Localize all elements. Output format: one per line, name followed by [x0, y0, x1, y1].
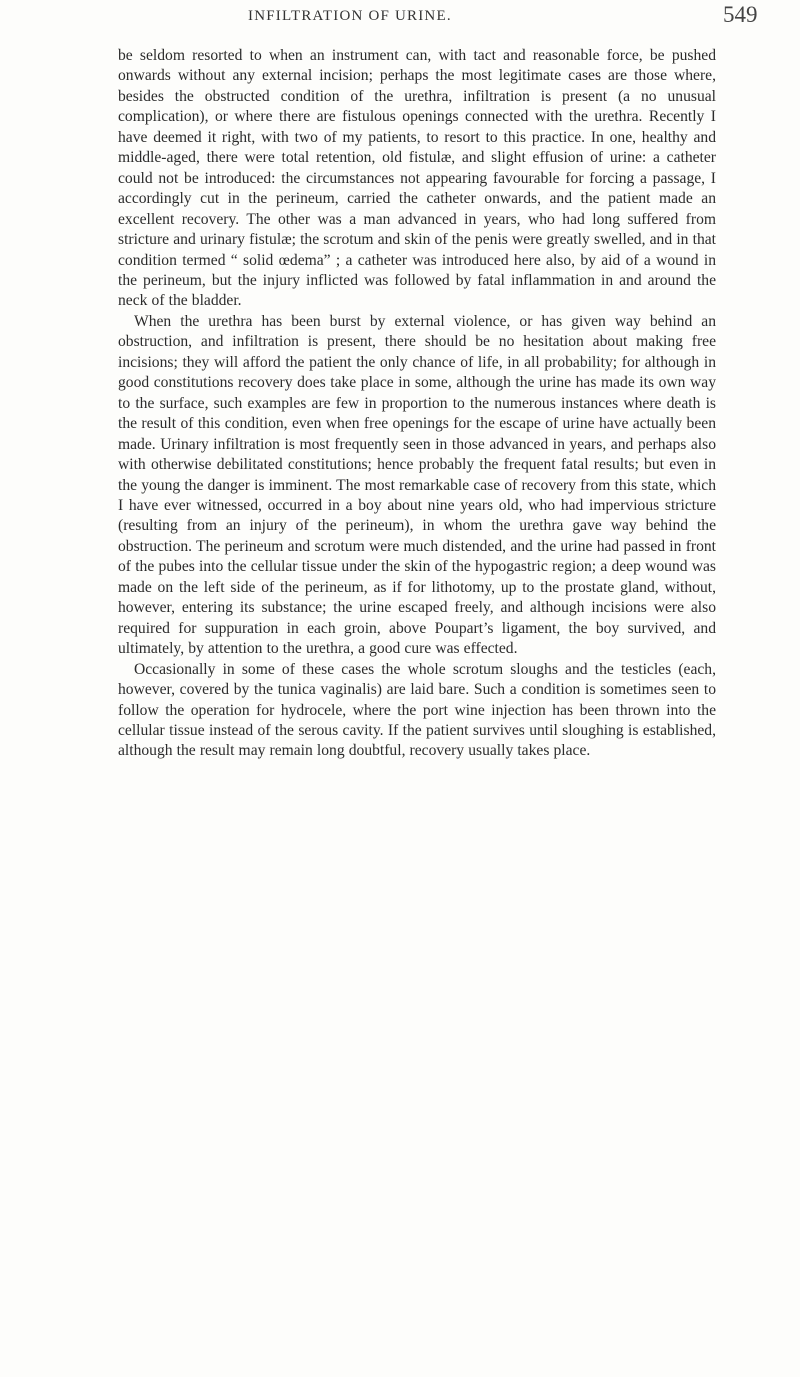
running-head: INFILTRATION OF URINE.	[248, 8, 452, 24]
paragraph: Occasionally in some of these cases the whole scrotum sloughs and the testicles (each, however, covered by the tunica vaginalis) are laid bare. Such a condition is sometimes seen to follow the operation for hydrocele, where the port wine injection has been thrown into the cellular tissue instead of the serous cavity. If the patient survives until sloughing is established, although the result may remain long doubtful, recovery usually takes place.	[118, 660, 716, 760]
page-number: 549	[723, 2, 758, 27]
body-text	[118, 46, 716, 762]
paragraph: When the urethra has been burst by external violence, or has given way behind an obstruction, and infiltration is present, there should be no hesitation about making free incisions; they will afford the patient the only chance of life, in all probability; for although in good constitutions recovery does take place in some, although the urine has made its own way to the surface, such examples are few in proportion to the numerous instances where death is the result of this condition, even when free openings for the escape of urine have actually been made. Urinary infiltration is most frequently seen in those advanced in years, and perhaps also with otherwise debilitated constitutions; hence probably the frequent fatal results; but even in the young the danger is imminent. The most remarkable case of recovery from this state, which I have ever witnessed, occurred in a boy about nine years old, who had impervious stricture (resulting from an injury of the perineum), in whom the urethra gave way behind the obstruction. The perineum and scrotum were much distended, and the urine had passed in front of the pubes into the cellular tissue under the skin of the hypogastric region; a deep wound was made on the left side of the perineum, as if for lithotomy, up to the prostate gland, without, however, entering its substance; the urine escaped freely, and although incisions were also required for suppuration in each groin, above Poupart’s ligament, the boy survived, and ultimately, by attention to the urethra, a good cure was effected.	[118, 312, 716, 658]
paragraph: be seldom resorted to when an instrument can, with tact and reasonable force, be pushed onwards without any external incision; perhaps the most legitimate cases are those where, besides the obstructed condition of the urethra, infiltration is present (a no unusual complication), or where there are fistulous openings connected with the urethra. Recently I have deemed it right, with two of my patients, to resort to this practice. In one, healthy and middle-aged, there were total retention, old fistulæ, and slight effusion of urine: a catheter could not be introduced: the circumstances not appearing favourable for forcing a passage, I accordingly cut in the perineum, carried the catheter onwards, and the patient made an excellent recovery. The other was a man advanced in years, who had long suffered from stricture and urinary fistulæ; the scrotum and skin of the penis were greatly swelled, and in that condition termed “ solid œdema” ; a catheter was introduced here also, by aid of a wound in the perineum, but the injury inflicted was followed by fatal inflammation in and around the neck of the bladder.	[118, 47, 716, 310]
